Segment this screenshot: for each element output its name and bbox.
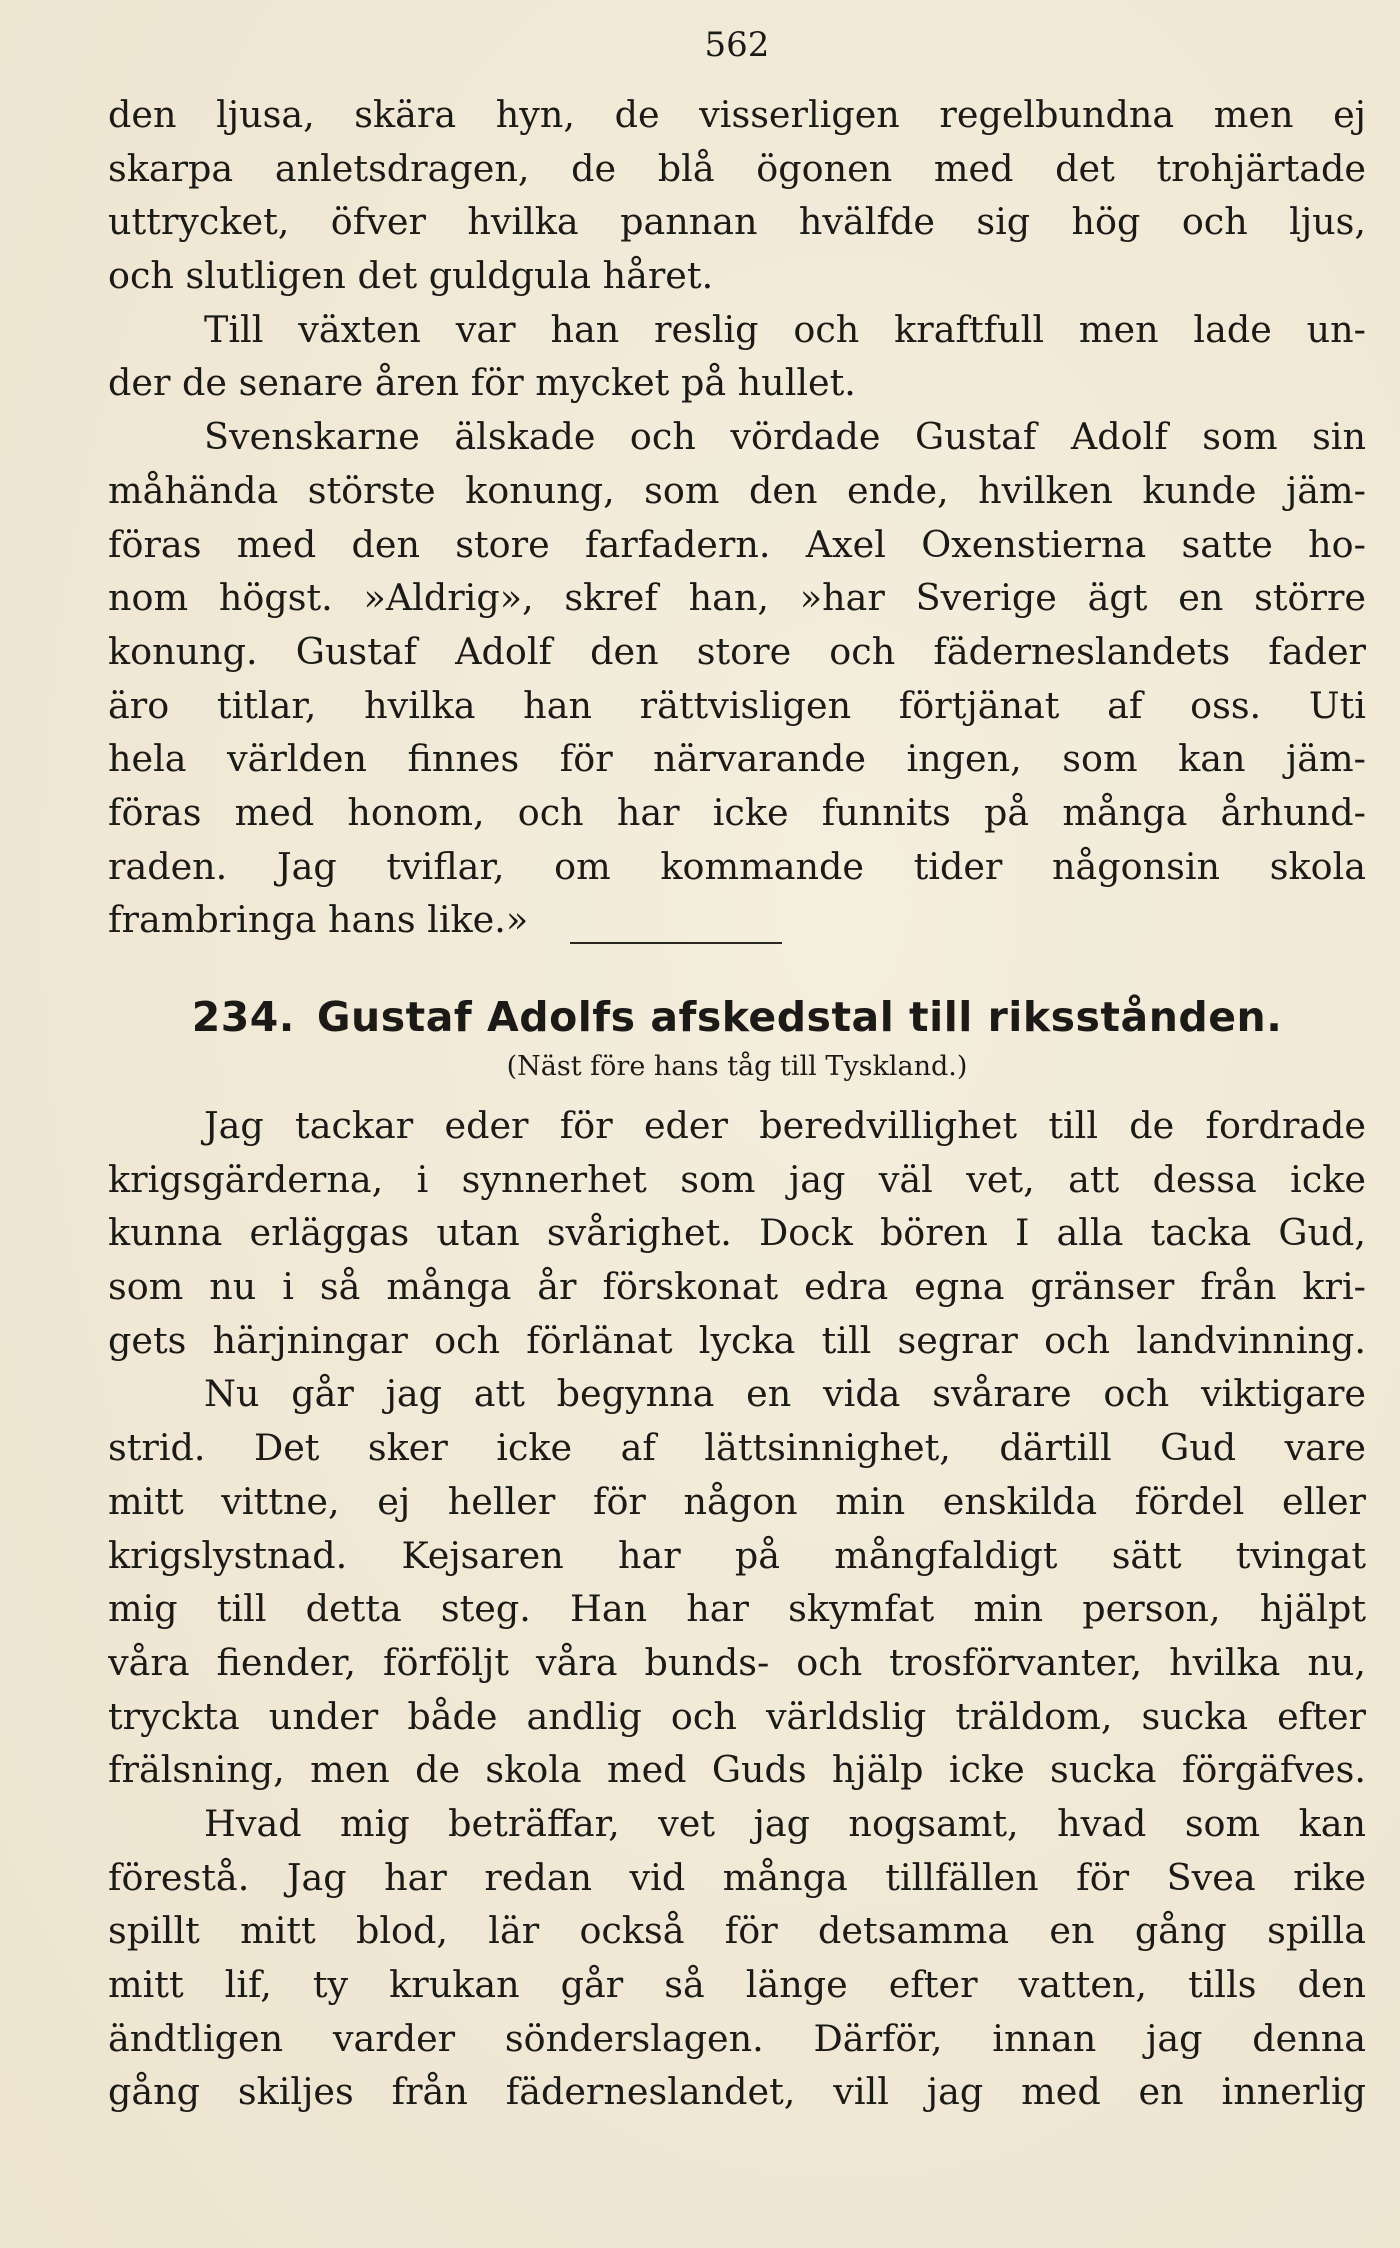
paragraph: [108, 1797, 1366, 2119]
section-1-body: [108, 88, 1366, 947]
section-number: 234.: [191, 993, 295, 1041]
text-line: gång skiljes från fäderneslandet, vill jag med en innerlig: [108, 2070, 1366, 2114]
text-line: och slutligen det guldgula håret.: [108, 254, 714, 298]
section-heading: [108, 989, 1366, 1045]
text-line: frälsning, men de skola med Guds hjälp icke sucka förgäfves.: [108, 1748, 1366, 1792]
text-line: äro titlar, hvilka han rättvisligen förtjänat af oss. Uti: [108, 683, 1366, 727]
section-title: Gustaf Adolfs afskedstal till riksstånden.: [316, 993, 1283, 1041]
text-line: konung. Gustaf Adolf den store och fäderneslandets fader: [108, 629, 1366, 673]
text-line: mig till detta steg. Han har skymfat min person, hjälpt: [108, 1587, 1366, 1631]
text-line: ändtligen varder sönderslagen. Därför, innan jag denna: [108, 2016, 1366, 2060]
text-line: krigslystnad. Kejsaren har på mångfaldigt sätt tvingat: [108, 1533, 1366, 1577]
text-line: spillt mitt blod, lär också för detsamma en gång spilla: [108, 1909, 1366, 1953]
text-line: nom högst. »Aldrig», skref han, »har Sverige ägt en större: [108, 576, 1366, 620]
section-subtitle: (Näst före hans tåg till Tyskland.): [506, 1051, 968, 1082]
paragraph: [108, 410, 1366, 947]
book-page: [108, 22, 1366, 2119]
section-2-body: [108, 1099, 1366, 2119]
text-line: Till växten var han reslig och kraftfull men lade un-: [204, 307, 1366, 351]
text-line: den ljusa, skära hyn, de visserligen regelbundna men ej: [108, 93, 1366, 136]
paragraph: [108, 1367, 1366, 1797]
text-line: raden. Jag tviflar, om kommande tider någonsin skola: [108, 844, 1366, 888]
text-line: der de senare åren för mycket på hullet.: [108, 361, 856, 405]
text-line: strid. Det sker icke af lättsinnighet, därtill Gud vare: [108, 1426, 1366, 1470]
text-line: hela världen finnes för närvarande ingen, som kan jäm-: [108, 737, 1366, 781]
text-line: förestå. Jag har redan vid många tillfällen för Svea rike: [108, 1855, 1366, 1899]
text-line: mitt vittne, ej heller för någon min enskilda fördel eller: [108, 1479, 1366, 1523]
text-line: föras med honom, och har icke funnits på många århund-: [108, 790, 1366, 834]
paragraph: [108, 303, 1366, 410]
text-line: tryckta under både andlig och världslig träldom, sucka efter: [108, 1694, 1366, 1738]
closing-row: [108, 893, 1366, 947]
text-line: skarpa anletsdragen, de blå ögonen med det trohjärtade: [108, 146, 1366, 190]
text-line: gets härjningar och förlänat lycka till segrar och landvinning.: [108, 1318, 1366, 1362]
text-line: Svenskarne älskade och vördade Gustaf Adolf som sin: [204, 415, 1366, 459]
text-line: Jag tackar eder för eder beredvillighet till de fordrade: [204, 1104, 1366, 1147]
text-line: våra fiender, förföljt våra bunds- och trosförvanter, hvilka nu,: [108, 1640, 1366, 1684]
text-line: frambringa hans like.»: [108, 898, 529, 942]
text-line: mitt lif, ty krukan går så länge efter vatten, tills den: [108, 1963, 1366, 2006]
paragraph: [108, 88, 1366, 303]
text-line: måhända störste konung, som den ende, hvilken kunde jäm-: [108, 468, 1366, 512]
page-number: 562: [704, 25, 770, 65]
text-line: Hvad mig beträffar, vet jag nogsamt, hvad som kan: [204, 1801, 1366, 1845]
paragraph: [108, 1099, 1366, 1367]
text-line: kunna erläggas utan svårighet. Dock bören I alla tacka Gud,: [108, 1211, 1366, 1255]
text-line: uttrycket, öfver hvilka pannan hvälfde sig hög och ljus,: [108, 200, 1366, 244]
section-divider-rule: [570, 942, 782, 944]
text-line: som nu i så många år förskonat edra egna gränser från kri-: [108, 1265, 1366, 1309]
text-line: föras med den store farfadern. Axel Oxenstierna satte ho-: [108, 522, 1366, 566]
text-line: Nu går jag att begynna en vida svårare och viktigare: [204, 1372, 1366, 1416]
text-line: krigsgärderna, i synnerhet som jag väl vet, att dessa icke: [108, 1157, 1366, 1201]
